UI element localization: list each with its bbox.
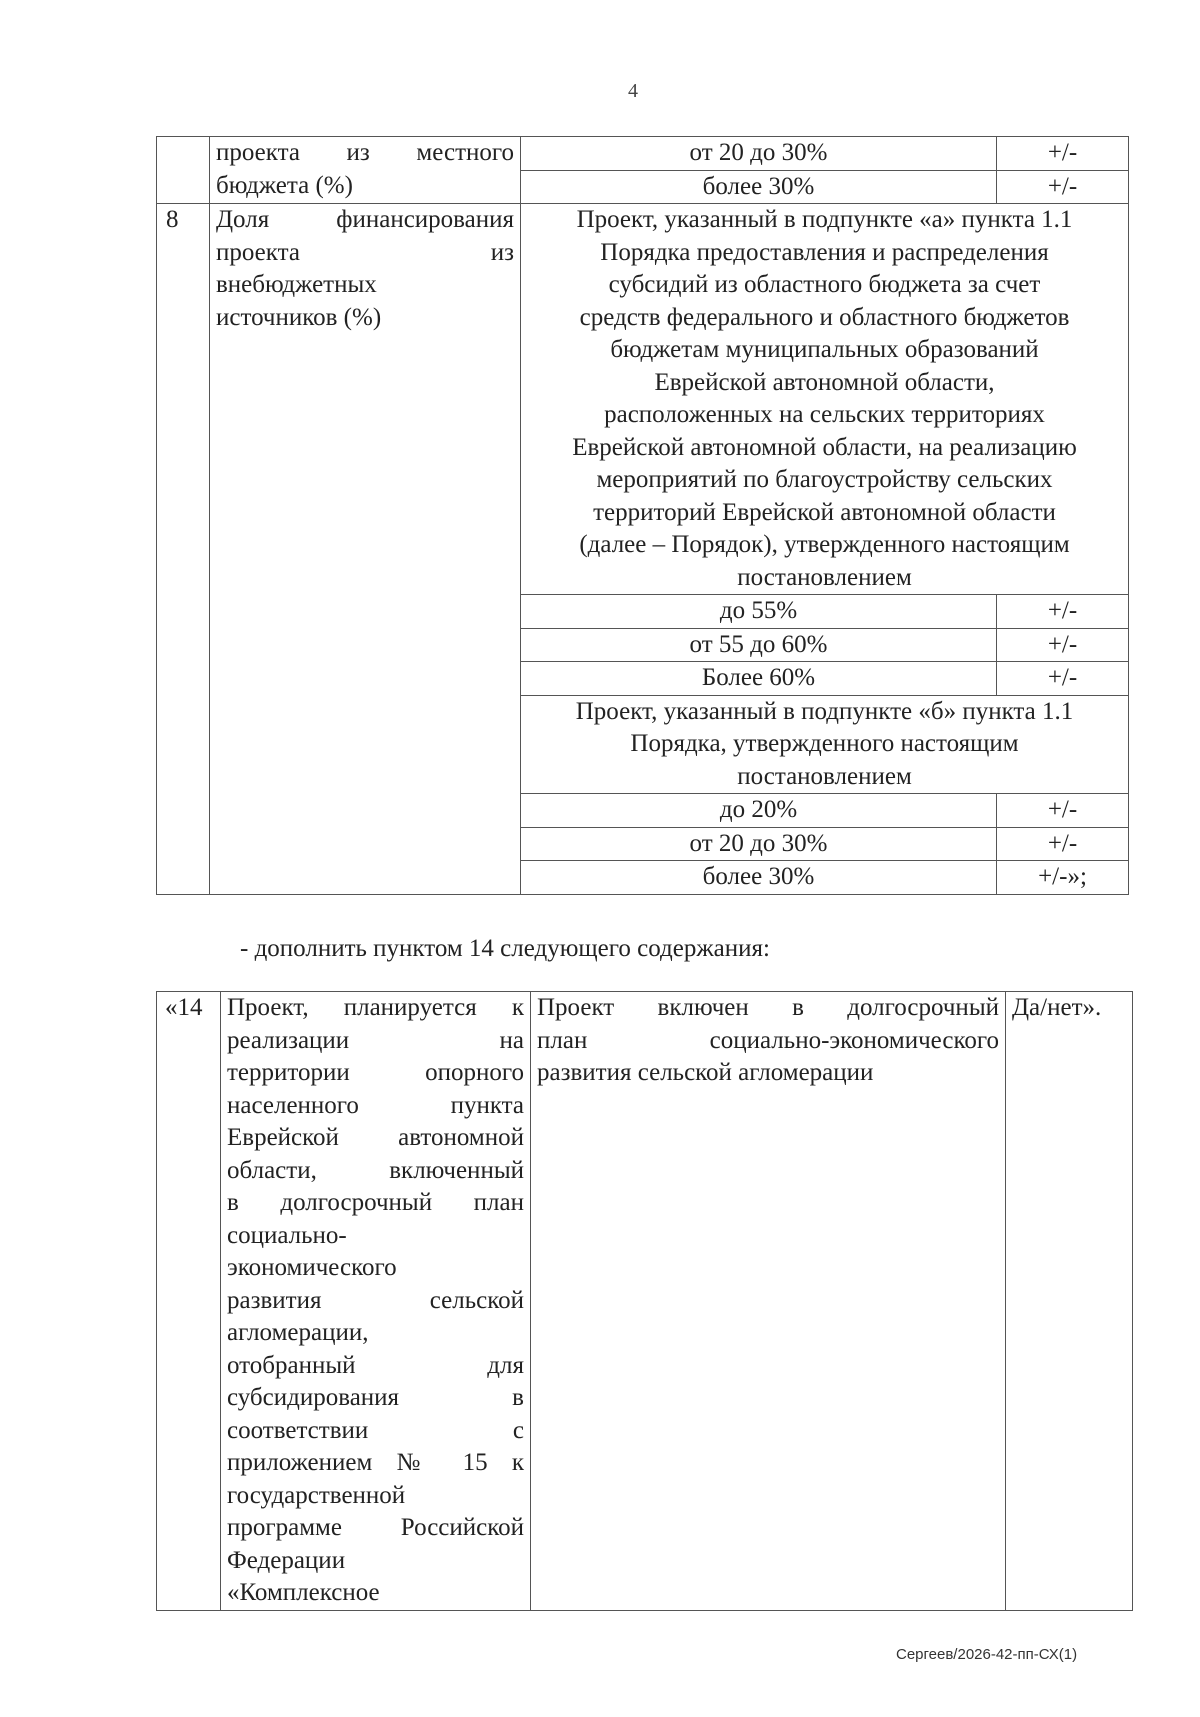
criterion-cell: Доля финансирования проекта из внебюджетных источников (%) <box>210 204 521 895</box>
option-mark: +/- <box>997 628 1129 662</box>
option-value: более 30% <box>521 170 997 204</box>
option-mark: +/- <box>997 794 1129 828</box>
row-number-cell: 8 <box>157 204 210 895</box>
option-value: от 55 до 60% <box>521 628 997 662</box>
condition-cell: Проект включен в долгосрочный план социально-экономического развития сельской агломерации <box>531 992 1006 1611</box>
group-heading-b: Проект, указанный в подпункте «б» пункта 1.1 Порядка, утвержденного настоящим постановлением <box>521 695 1129 794</box>
page-number: 4 <box>628 80 638 102</box>
option-mark: +/-»; <box>997 861 1129 895</box>
option-value: до 20% <box>521 794 997 828</box>
option-value: от 20 до 30% <box>521 137 997 171</box>
document-code: Сергеев/2026-42-пп-СХ(1) <box>896 1646 1078 1663</box>
criterion-cell: проекта из местного бюджета (%) <box>210 137 521 204</box>
group-heading-a: Проект, указанный в подпункте «а» пункта 1.1 Порядка предоставления и распределения субсидий из областного бюджета за счет средств федерального и областного бюджетов бюджетам муниципальных образований Еврейской автономной области, расположенных на сельских территориях Еврейской автономной области, на реализацию мероприятий по благоустройству сельских территорий Еврейской автономной области (далее – Порядок), утвержденного настоящим постановлением <box>521 204 1129 595</box>
row-number-cell: «14 <box>157 992 221 1611</box>
option-mark: +/- <box>997 827 1129 861</box>
table-row <box>157 204 1129 595</box>
amendment-intro-text: - дополнить пунктом 14 следующего содержания: <box>240 935 770 962</box>
option-mark: +/- <box>997 170 1129 204</box>
option-mark: +/- <box>997 595 1129 629</box>
table-row <box>157 992 1133 1611</box>
option-value: до 55% <box>521 595 997 629</box>
option-value: Более 60% <box>521 662 997 696</box>
table-row <box>157 137 1129 171</box>
option-mark: +/- <box>997 137 1129 171</box>
criteria-table <box>156 136 1129 895</box>
option-mark: Да/нет». <box>1006 992 1133 1611</box>
amendment-table <box>156 991 1133 1611</box>
row-number-cell <box>157 137 210 204</box>
option-value: от 20 до 30% <box>521 827 997 861</box>
option-value: более 30% <box>521 861 997 895</box>
criterion-cell: Проект, планируется к реализации на территории опорного населенного пункта Еврейской автономной области, включенный в долгосрочный план социально- экономического развития сельской агломерации, отобранный для субсидирования в соответствии с приложением № 15 к государственной программе Российской Федерации «Комплексное <box>221 992 531 1611</box>
option-mark: +/- <box>997 662 1129 696</box>
